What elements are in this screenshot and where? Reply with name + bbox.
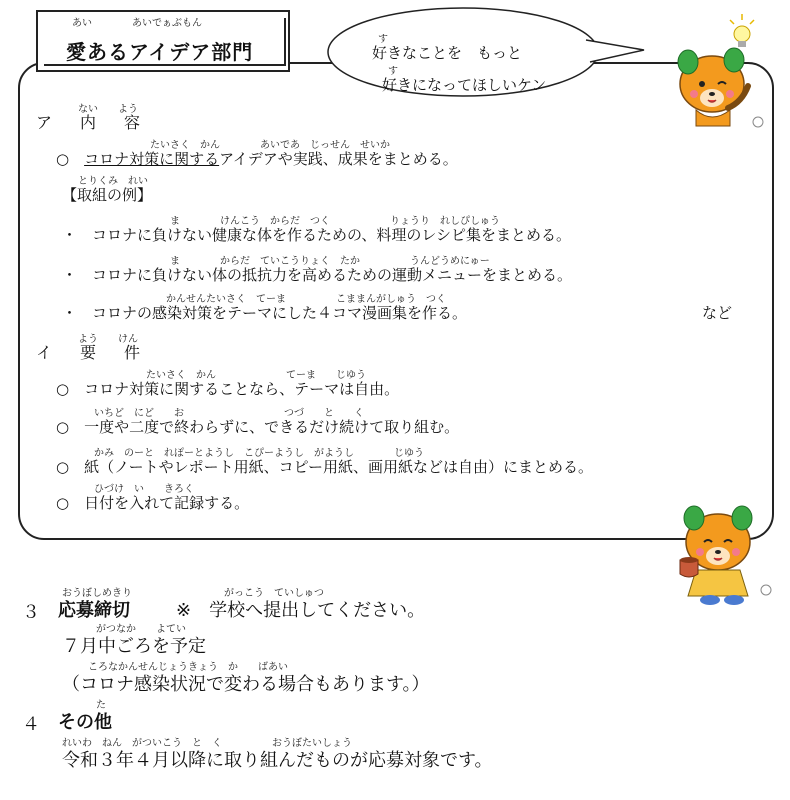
example-item-3-suffix: など bbox=[702, 304, 733, 322]
section-3-note-ruby: がっこう ていしゅつ bbox=[224, 588, 324, 599]
title-ruby: あい あいでぁぶもん bbox=[72, 18, 202, 29]
req-2-ruby: いちど にど お つづ と く bbox=[94, 408, 364, 419]
section-4-line-ruby: れいわ ねん がついこう と く おうぼたいしょう bbox=[62, 738, 352, 749]
section-4-number: ４ bbox=[22, 714, 40, 735]
example-item-3: ・ コロナの感染対策をテーマにした４コマ漫画集を作る。 bbox=[62, 304, 468, 322]
req-4-ruby: ひづけ い きろく bbox=[94, 484, 194, 495]
section-3-label-ruby: おうぼしめきり bbox=[62, 588, 132, 599]
section-4-label: その他 bbox=[58, 712, 112, 733]
section-3-number: ３ bbox=[22, 602, 40, 623]
example-item-1-ruby: ま けんこう からだ つく りょうり れしぴしゅう bbox=[170, 216, 500, 227]
example-item-2: ・ コロナに負けない体の抵抗力を高めるための運動メニューをまとめる。 bbox=[62, 266, 573, 284]
example-item-2-ruby: ま からだ ていこうりょく たか うんどうめにゅー bbox=[170, 256, 490, 267]
bubble-line1: 好きなことを もっと bbox=[372, 44, 523, 62]
main-bullet: ○ bbox=[56, 150, 85, 168]
example-ruby: とりくみ れい bbox=[78, 176, 148, 187]
section-a-main-ruby: たいさく かん あいであ じっせん せいか bbox=[150, 140, 390, 151]
section-i-heading: イ 要 件 bbox=[36, 343, 147, 362]
section-i-ruby: よう けん bbox=[78, 334, 138, 345]
section-3-line1: ７月中ごろを予定 bbox=[62, 636, 206, 657]
section-a-heading: ア 内 容 bbox=[36, 113, 147, 132]
example-item-3-ruby: かんせんたいさく てーま こままんがしゅう つく bbox=[166, 294, 446, 305]
section-3-note: ※ 学校へ提出してください。 bbox=[176, 600, 426, 621]
req-1: ○ コロナ対策に関することなら、テーマは自由。 bbox=[56, 380, 400, 398]
req-4: ○ 日付を入れて記録する。 bbox=[56, 494, 250, 512]
example-label: 【取組の例】 bbox=[62, 186, 153, 204]
section-3-line2: （コロナ感染状況で変わる場合もあります。） bbox=[62, 674, 430, 695]
page-title: 愛あるアイデア部門 bbox=[66, 40, 254, 64]
section-4-line: 令和３年４月以降に取り組んだものが応募対象です。 bbox=[62, 750, 493, 771]
req-3-ruby: かみ のーと れぽーとようし こぴーようし がようし じゆう bbox=[94, 448, 424, 459]
section-3-label: 応募締切 bbox=[58, 600, 130, 621]
section-a-ruby: ない よう bbox=[78, 104, 138, 115]
section-3-line1-ruby: がつなか よてい bbox=[96, 624, 186, 635]
mascot-cup-icon bbox=[670, 500, 782, 606]
req-3: ○ 紙（ノートやレポート用紙、コピー用紙、画用紙などは自由）にまとめる。 bbox=[56, 458, 594, 476]
main-underlined: コロナ対策に関する bbox=[84, 150, 220, 168]
mascot-lightbulb-icon bbox=[666, 10, 782, 134]
section-a-main bbox=[56, 148, 458, 169]
bubble-line1-ruby: す bbox=[378, 34, 388, 45]
req-2: ○ 一度や二度で終わらずに、できるだけ続けて取り組む。 bbox=[56, 418, 460, 436]
example-item-1: ・ コロナに負けない健康な体を作るための、料理のレシピ集をまとめる。 bbox=[62, 226, 572, 244]
section-3-line2-ruby: ころなかんせんじょうきょう か ばあい bbox=[88, 662, 288, 673]
req-1-ruby: たいさく かん てーま じゆう bbox=[146, 370, 366, 381]
bubble-line2: 好きになってほしいケン bbox=[382, 76, 547, 94]
bubble-line2-ruby: す bbox=[388, 66, 398, 77]
main-rest: アイデアや実践、成果をまとめる。 bbox=[219, 150, 458, 168]
section-4-label-ruby: た bbox=[96, 700, 106, 711]
